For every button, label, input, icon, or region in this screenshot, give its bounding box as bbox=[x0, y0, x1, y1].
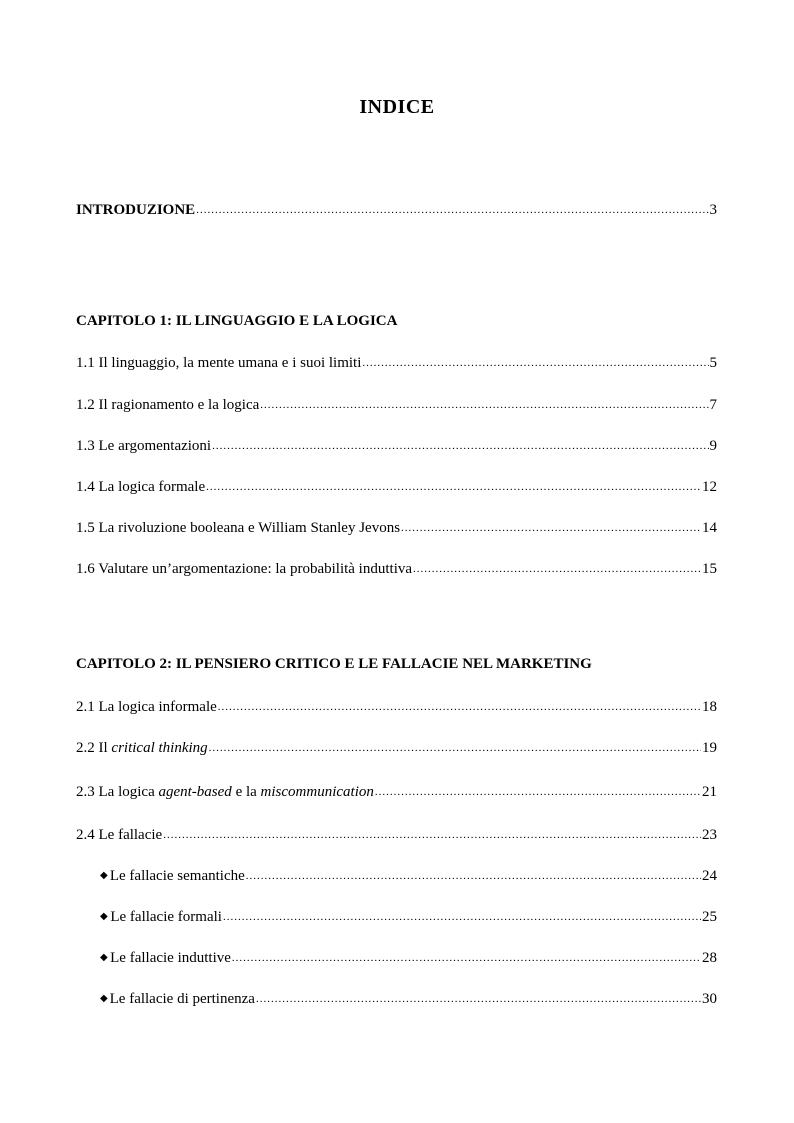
toc-entry-label: 1.5 La rivoluzione booleana e William Stanley Jevons bbox=[76, 520, 401, 536]
toc-subentry-fallacie-pertinenza[interactable] bbox=[100, 989, 717, 1011]
dot-leader bbox=[256, 989, 701, 1009]
dot-leader bbox=[206, 477, 701, 497]
toc-entry-page: 5 bbox=[709, 355, 717, 371]
toc-entry-page: 7 bbox=[709, 397, 717, 413]
dot-leader bbox=[212, 436, 708, 456]
chapter-2-heading: CAPITOLO 2: IL PENSIERO CRITICO E LE FALLACIE NEL MARKETING bbox=[76, 656, 592, 672]
toc-entry-page: 9 bbox=[709, 438, 717, 454]
toc-entry-page: 21 bbox=[702, 784, 717, 800]
toc-entry-page: 28 bbox=[702, 950, 717, 966]
dot-leader bbox=[209, 738, 701, 758]
toc-entry-label: Le fallacie induttive bbox=[110, 950, 231, 966]
toc-entry-page: 25 bbox=[702, 909, 717, 925]
dot-leader bbox=[413, 559, 701, 579]
toc-entry-italic: agent-based bbox=[158, 784, 232, 800]
toc-entry-page: 3 bbox=[709, 202, 717, 218]
toc-entry-page: 15 bbox=[702, 561, 717, 577]
toc-entry-label bbox=[76, 782, 374, 802]
diamond-bullet-icon: ◆ bbox=[100, 911, 108, 922]
toc-entry-label: 1.1 Il linguaggio, la mente umana e i suoi limiti bbox=[76, 355, 362, 371]
toc-entry-2-3[interactable] bbox=[76, 782, 717, 803]
toc-entry-2-1[interactable] bbox=[76, 697, 717, 718]
dot-leader bbox=[375, 782, 701, 802]
toc-entry-label: 2.4 Le fallacie bbox=[76, 827, 163, 843]
dot-leader bbox=[401, 518, 701, 538]
dot-leader bbox=[196, 200, 708, 220]
toc-entry-2-2[interactable] bbox=[76, 738, 717, 759]
dot-leader bbox=[246, 866, 701, 886]
toc-entry-1-3[interactable] bbox=[76, 436, 717, 457]
toc-entry-label: Le fallacie di pertinenza bbox=[109, 991, 255, 1007]
toc-entry-2-4[interactable] bbox=[76, 825, 717, 846]
toc-entry-label: 1.3 Le argomentazioni bbox=[76, 438, 212, 454]
toc-entry-page: 23 bbox=[702, 827, 717, 843]
toc-entry-1-4[interactable] bbox=[76, 477, 717, 498]
toc-entry-label: 1.2 Il ragionamento e la logica bbox=[76, 397, 260, 413]
toc-entry-1-5[interactable] bbox=[76, 518, 717, 539]
toc-entry-page: 30 bbox=[702, 991, 717, 1007]
toc-entry-1-6[interactable] bbox=[76, 559, 717, 580]
toc-entry-page: 14 bbox=[702, 520, 717, 536]
toc-entry-1-1[interactable] bbox=[76, 353, 717, 374]
dot-leader bbox=[260, 395, 708, 415]
dot-leader bbox=[362, 353, 708, 373]
toc-entry-italic: critical thinking bbox=[111, 740, 208, 756]
toc-entry-page: 19 bbox=[702, 740, 717, 756]
toc-entry-label bbox=[76, 738, 208, 758]
chapter-1-heading: CAPITOLO 1: IL LINGUAGGIO E LA LOGICA bbox=[76, 313, 398, 329]
dot-leader bbox=[218, 697, 701, 717]
toc-subentry-fallacie-semantiche[interactable] bbox=[100, 866, 717, 888]
toc-entry-label: Le fallacie semantiche bbox=[109, 868, 245, 884]
toc-entry-prefix: 2.3 La logica bbox=[76, 784, 159, 800]
diamond-bullet-icon: ◆ bbox=[100, 993, 108, 1004]
page-title: INDICE bbox=[359, 96, 435, 118]
toc-entry-label: Le fallacie formali bbox=[110, 909, 222, 925]
toc-entry-1-2[interactable] bbox=[76, 395, 717, 416]
toc-entry-label: 1.6 Valutare un’argomentazione: la probabilità induttiva bbox=[76, 561, 413, 577]
toc-entry-italic-2: miscommunication bbox=[260, 784, 374, 800]
diamond-bullet-icon: ◆ bbox=[100, 952, 108, 963]
toc-entry-label: INTRODUZIONE bbox=[76, 202, 196, 218]
toc-entry-label: 1.4 La logica formale bbox=[76, 479, 206, 495]
toc-entry-page: 18 bbox=[702, 699, 717, 715]
dot-leader bbox=[163, 825, 701, 845]
dot-leader bbox=[232, 948, 701, 968]
toc-subentry-fallacie-induttive[interactable] bbox=[100, 948, 717, 970]
toc-entry-page: 12 bbox=[702, 479, 717, 495]
dot-leader bbox=[223, 907, 701, 927]
toc-entry-prefix: 2.2 Il bbox=[76, 740, 112, 756]
toc-entry-page: 24 bbox=[702, 868, 717, 884]
toc-subentry-fallacie-formali[interactable] bbox=[100, 907, 717, 929]
toc-entry-label: 2.1 La logica informale bbox=[76, 699, 217, 715]
diamond-bullet-icon: ◆ bbox=[100, 870, 108, 881]
toc-entry-introduzione[interactable] bbox=[76, 200, 717, 221]
toc-entry-mid: e la bbox=[231, 784, 261, 800]
